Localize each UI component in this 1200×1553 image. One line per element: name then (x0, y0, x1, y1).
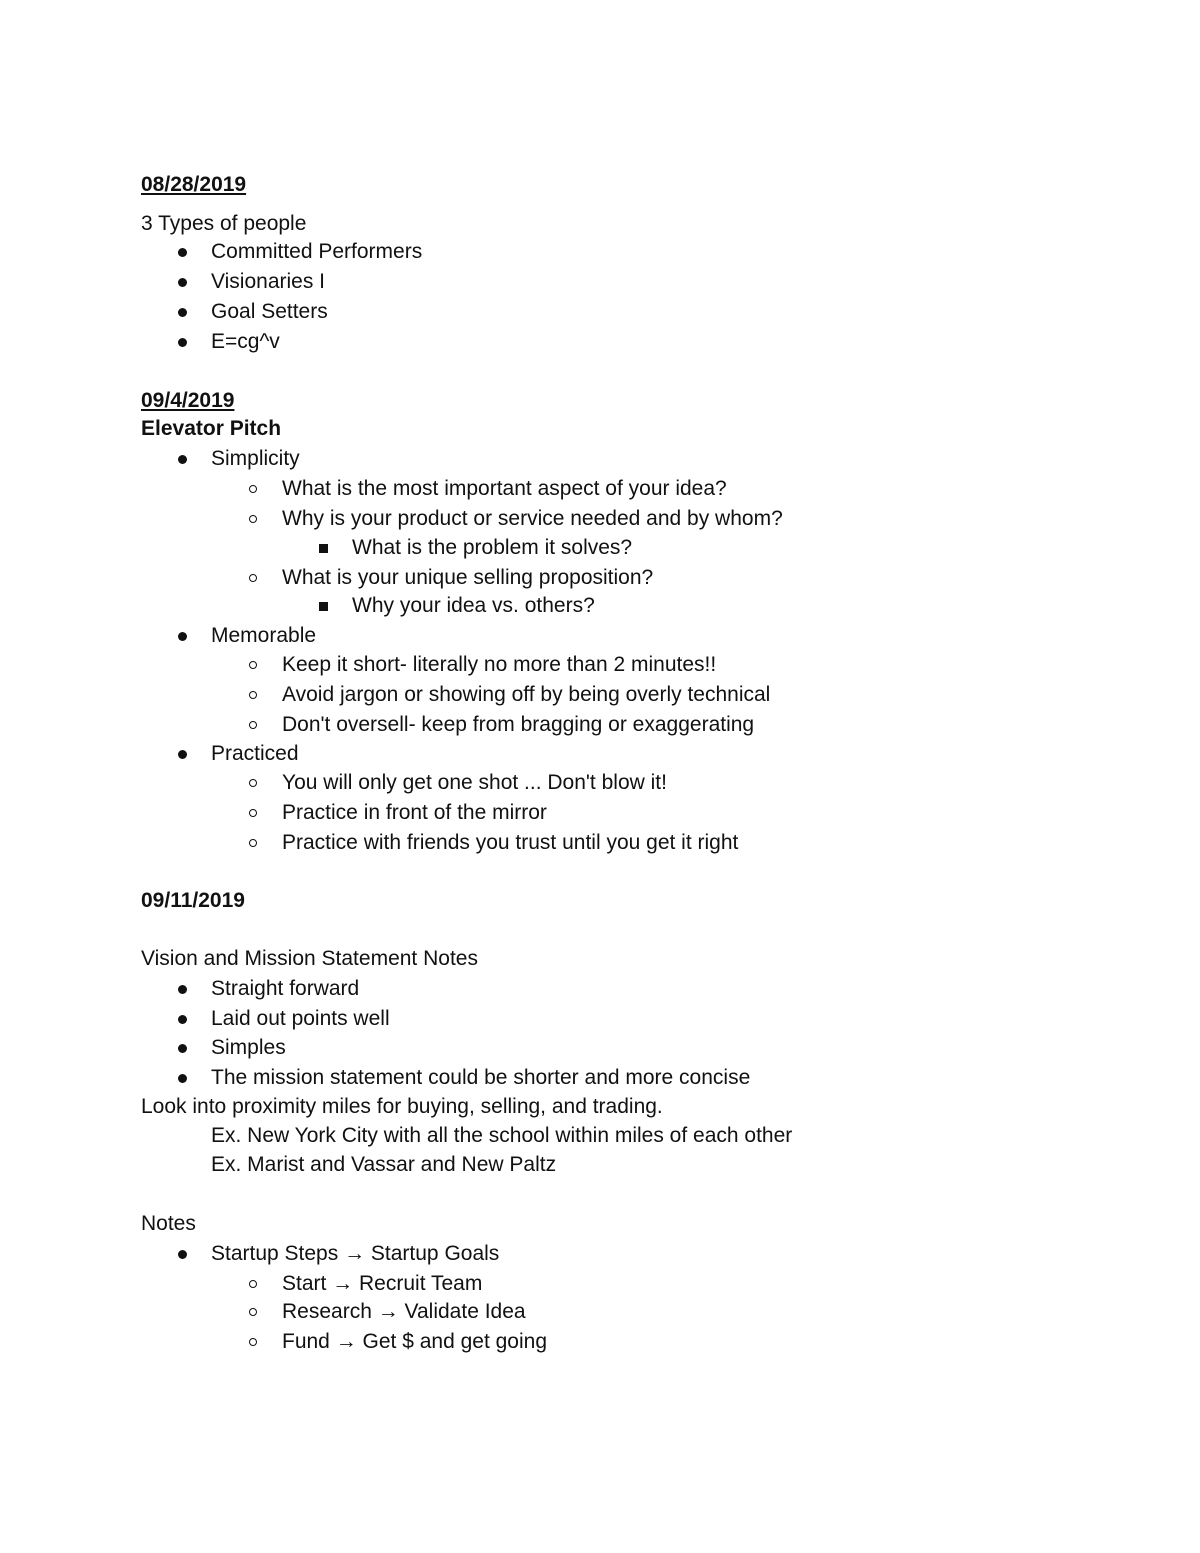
bullet-disc-icon (178, 1074, 187, 1083)
bullet-circle-icon (249, 1280, 257, 1288)
bullet-square-icon (319, 602, 328, 611)
bullet-circle-icon (249, 1338, 257, 1346)
bullet-disc-icon (178, 632, 187, 641)
bullet-circle-icon (249, 839, 257, 847)
bullet-disc-icon (178, 248, 187, 257)
date-heading: 08/28/2019 (141, 173, 247, 196)
section-heading: Elevator Pitch (141, 417, 282, 440)
list-item: Start → Recruit Team (282, 1272, 483, 1295)
list-item: Startup Steps → Startup Goals (211, 1242, 500, 1265)
list-item: Fund → Get $ and get going (282, 1330, 548, 1353)
bullet-circle-icon (249, 574, 257, 582)
list-item: E=cg^v (211, 330, 280, 353)
paragraph: Look into proximity miles for buying, selling, and trading. (141, 1095, 663, 1118)
bullet-disc-icon (178, 278, 187, 287)
list-item: Committed Performers (211, 240, 423, 263)
bullet-disc-icon (178, 985, 187, 994)
list-item: Avoid jargon or showing off by being overly technical (282, 683, 771, 706)
example-line: Ex. New York City with all the school within miles of each other (211, 1124, 793, 1147)
list-item: You will only get one shot ... Don't blow it! (282, 771, 667, 794)
bullet-circle-icon (249, 1308, 257, 1316)
example-line: Ex. Marist and Vassar and New Paltz (211, 1153, 557, 1176)
list-item: Memorable (211, 624, 317, 647)
list-item: What is your unique selling proposition? (282, 566, 654, 589)
section-intro: 3 Types of people (141, 212, 307, 235)
bullet-disc-icon (178, 308, 187, 317)
list-item: What is the most important aspect of your idea? (282, 477, 727, 500)
list-item: Practice in front of the mirror (282, 801, 547, 824)
bullet-disc-icon (178, 1250, 187, 1259)
bullet-disc-icon (178, 1044, 187, 1053)
list-item: Straight forward (211, 977, 360, 1000)
list-item: Why is your product or service needed and by whom? (282, 507, 783, 530)
list-item: What is the problem it solves? (352, 536, 633, 559)
list-item: Why your idea vs. others? (352, 594, 595, 617)
bullet-disc-icon (178, 750, 187, 759)
list-item: Simplicity (211, 447, 300, 470)
list-item: The mission statement could be shorter and more concise (211, 1066, 751, 1089)
list-item: Practiced (211, 742, 299, 765)
section-intro: Vision and Mission Statement Notes (141, 947, 478, 970)
list-item: Laid out points well (211, 1007, 390, 1030)
list-item: Simples (211, 1036, 286, 1059)
bullet-circle-icon (249, 485, 257, 493)
bullet-disc-icon (178, 1015, 187, 1024)
bullet-disc-icon (178, 338, 187, 347)
bullet-circle-icon (249, 515, 257, 523)
notes-label: Notes (141, 1212, 196, 1235)
list-item: Don't oversell- keep from bragging or exaggerating (282, 713, 755, 736)
list-item: Visionaries I (211, 270, 326, 293)
date-heading: 09/11/2019 (141, 889, 245, 912)
list-item: Research → Validate Idea (282, 1300, 526, 1323)
bullet-circle-icon (249, 779, 257, 787)
list-item: Keep it short- literally no more than 2 minutes!! (282, 653, 717, 676)
bullet-circle-icon (249, 809, 257, 817)
date-heading: 09/4/2019 (141, 389, 235, 412)
bullet-disc-icon (178, 455, 187, 464)
bullet-square-icon (319, 544, 328, 553)
list-item: Practice with friends you trust until you get it right (282, 831, 739, 854)
bullet-circle-icon (249, 691, 257, 699)
bullet-circle-icon (249, 721, 257, 729)
bullet-circle-icon (249, 661, 257, 669)
list-item: Goal Setters (211, 300, 328, 323)
